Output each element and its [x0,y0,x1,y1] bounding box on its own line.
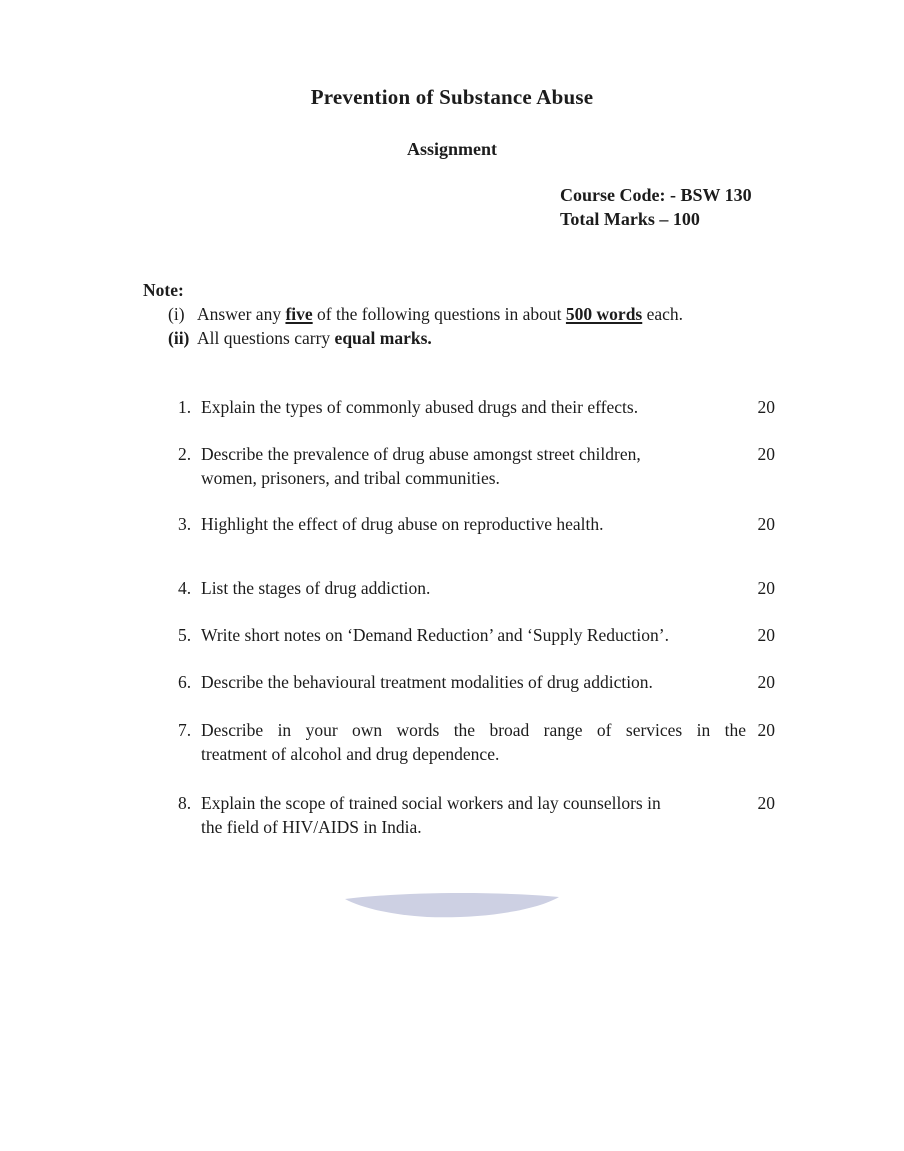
question-text [201,623,746,647]
course-info-block [560,184,752,231]
question-line: Describe the prevalence of drug abuse amongst street children, [201,444,641,464]
question-line: Explain the types of commonly abused drugs and their effects. [201,397,639,417]
question-line: women, prisoners, and tribal communities. [201,468,500,488]
question-row-2 [178,442,775,490]
swoosh-path [345,893,559,917]
question-marks: 20 [757,672,775,692]
question-number: 2. [178,444,192,464]
question-line: treatment of alcohol and drug dependence. [201,744,500,764]
assignment-heading: Assignment [406,139,497,159]
question-marks: 20 [757,793,775,813]
question-text [201,442,746,490]
question-line: Highlight the effect of drug abuse on reproductive health. [201,514,604,534]
question-text [201,718,746,766]
question-row-8 [178,791,775,839]
note-text-segment-emphasis: five [285,304,313,324]
note-item-i [143,302,793,326]
question-marks: 20 [757,397,775,417]
question-marks: 20 [757,720,775,740]
note-item-ii [143,326,793,350]
note-text-segment: each. [642,304,684,324]
question-number: 7. [178,720,192,740]
document-title: Prevention of Substance Abuse [310,85,594,109]
question-row-4 [178,576,775,600]
total-marks-label: Total Marks – 100 [560,208,700,229]
note-text-segment: of the following questions in about [312,304,566,324]
note-heading: Note: [143,280,184,300]
note-text-segment: Answer any [197,304,286,324]
question-text [201,395,746,419]
question-row-5 [178,623,775,647]
question-row-3 [178,512,775,536]
note-item-i-label: (i) [168,304,185,324]
question-number: 5. [178,625,192,645]
question-text [201,512,746,536]
question-number: 3. [178,514,192,534]
note-text-segment-emphasis: equal marks. [334,328,432,348]
question-row-1 [178,395,775,419]
decorative-swoosh-shape [345,891,560,919]
question-line: Describe in your own words the broad range of services in the [201,720,746,740]
questions-list [178,395,775,839]
question-marks: 20 [757,625,775,645]
question-number: 4. [178,578,192,598]
question-row-7 [178,718,775,766]
question-line: Explain the scope of trained social workers and lay counsellors in [201,793,661,813]
question-line: the field of HIV/AIDS in India. [201,817,422,837]
question-line: Write short notes on ‘Demand Reduction’ and ‘Supply Reduction’. [201,625,669,645]
note-item-i-text [197,302,793,326]
note-text-segment: All questions carry [197,328,335,348]
question-number: 6. [178,672,192,692]
note-item-ii-text [197,326,793,350]
course-code-label: Course Code: - BSW 130 [560,185,752,205]
question-line: Describe the behavioural treatment modalities of drug addiction. [201,672,653,692]
note-item-ii-label: (ii) [168,328,190,348]
question-row-6 [178,670,775,694]
question-text [201,791,746,839]
question-text [201,576,746,600]
note-text-segment-emphasis: 500 words [565,304,643,324]
question-number: 1. [178,397,192,417]
question-marks: 20 [757,578,775,598]
question-line: List the stages of drug addiction. [201,578,431,598]
question-marks: 20 [757,514,775,534]
note-section [143,278,793,350]
question-number: 8. [178,793,192,813]
question-marks: 20 [757,444,775,464]
question-text [201,670,746,694]
